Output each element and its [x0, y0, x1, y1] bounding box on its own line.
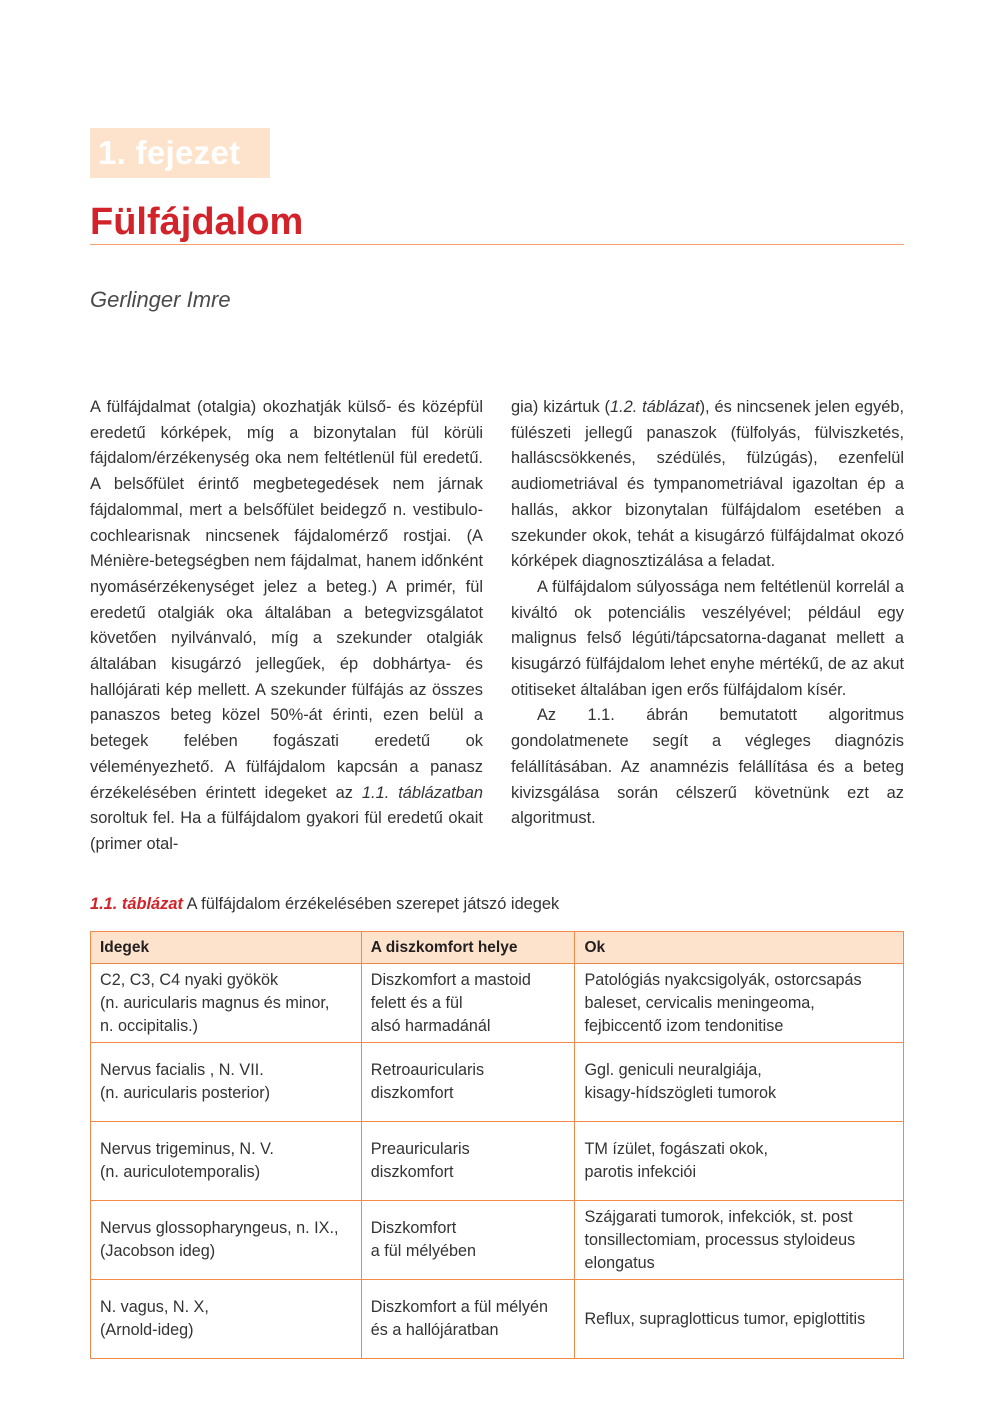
cell-line: Reflux, supraglotticus tumor, epiglottitis [584, 1309, 866, 1328]
chapter-title: Fülfájdalom [90, 201, 304, 243]
cell-line: (Arnold-ideg) [100, 1321, 194, 1339]
table-row [91, 1201, 904, 1280]
chapter-label: 1. fejezet [90, 128, 270, 178]
column-header: Idegek [91, 932, 362, 964]
cell-line: Diszkomfort a fül mélyén [370, 1298, 548, 1316]
cell-line: Retroauricularis [370, 1061, 485, 1079]
table-row [91, 1122, 904, 1201]
title-divider [90, 244, 904, 245]
table-cell [91, 964, 362, 1043]
cell-line: és a hallójáratban [370, 1321, 499, 1339]
cell-line: elongatus [584, 1253, 655, 1272]
cell-line: Nervus facialis , N. VII. [100, 1061, 264, 1079]
nerves-table [90, 931, 904, 1359]
table-cell [575, 1280, 904, 1359]
table-cell [575, 1201, 904, 1280]
cell-line: Ggl. geniculi neuralgiája, [584, 1061, 762, 1079]
cell-line: TM ízület, fogászati okok, [584, 1140, 769, 1158]
left-paragraph-end: soroltuk fel. Ha a fülfájdalom gyakori fül eredetű okait (primer otal- [90, 809, 483, 853]
cell-line: n. occipitalis.) [100, 1016, 199, 1035]
right-paragraph-2: A fülfájdalom súlyossága nem feltétlenül korrelál a kiváltó ok potenciális veszélyével; például egy malignus felső légúti/tápcsatorna-daganat mellett a kisugárzó fülfájdalom lehet enyhe mértékű, de az akut otitiseket általában igen erős fülfájdalom kísér. [511, 577, 904, 699]
cell-line: felett és a fül [370, 993, 463, 1012]
cell-line: Szájgarati tumorok, infekciók, st. post [584, 1207, 853, 1226]
table-caption [90, 892, 559, 916]
body-left-column [90, 395, 483, 858]
table-reference-2: 1.2. táblázat [609, 398, 700, 416]
table-row [91, 964, 904, 1043]
table-body [91, 964, 904, 1359]
cell-line: (Jacobson ideg) [100, 1242, 216, 1260]
table-caption-label: 1.1. táblázat [90, 895, 183, 913]
table-row [91, 1043, 904, 1122]
table-cell [361, 1043, 575, 1122]
cell-line: Nervus trigeminus, N. V. [100, 1140, 274, 1158]
left-paragraph [90, 395, 483, 858]
right-paragraph-1 [511, 395, 904, 575]
table-cell [91, 1280, 362, 1359]
right-p1-start: gia) kizártuk ( [511, 398, 610, 416]
cell-line: kisagy-hídszögleti tumorok [584, 1084, 777, 1102]
cell-line: tonsillectomiam, processus styloideus [584, 1230, 856, 1249]
cell-line: a fül mélyében [370, 1242, 477, 1260]
table-cell [361, 1201, 575, 1280]
table-cell [361, 1280, 575, 1359]
cell-line: parotis infekciói [584, 1163, 697, 1181]
cell-line: Preauricularis [370, 1140, 470, 1158]
cell-line: Patológiás nyakcsigolyák, ostorcsapás [584, 970, 862, 989]
right-p1-end: ), és nincsenek jelen egyéb, fülészeti jellegű panaszok (fülfolyás, fülviszketés, halláscsökkenés, szédülés, fülzúgás), ezenfelül audiometriával és tympanometriával igazoltan ép a hallás, akkor bizonytalan fülfájdalom esetében a szekunder okok, tehát a kisugárzó fülfájdalmat okozó kórképek diagnosztizálása a feladat. [511, 398, 904, 571]
table-cell [91, 1201, 362, 1280]
body-right-column [511, 395, 904, 832]
cell-line: (n. auricularis posterior) [100, 1084, 271, 1102]
left-paragraph-text: A fülfájdalmat (otalgia) okozhatják külső- és középfül eredetű kórképek, míg a bizonytalan fül körüli fájdalom/érzékenység oka nem feltétlenül fül eredetű. A belsőfület érintő megbetegedések nem járnak fájdalommal, mert a belsőfület beidegző n. vestibulo-cochlearisnak nincsenek fájdalomérző rostjai. (A Ménière-betegségben nem fájdalmat, hanem időnként nyomásérzékenységet jelez a beteg.) A primér, fül eredetű otalgiák oka általában a betegvizsgálatot követően nyilvánvaló, míg a szekunder otalgiák általában kisugárzó jellegűek, ép dobhártya- és hallójárati kép mellett. A szekunder fülfájás az összes panaszos beteg közel 50%-át érinti, ezen belül a betegek felében fogászati eredetű ok véleményezhető. A fülfájdalom kapcsán a panasz érzékelésében érintett idegeket az [90, 398, 483, 802]
cell-line: N. vagus, N. X, [100, 1298, 209, 1316]
cell-line: C2, C3, C4 nyaki gyökök [100, 970, 279, 989]
cell-line: (n. auriculotemporalis) [100, 1163, 261, 1181]
table-cell [575, 1122, 904, 1201]
cell-line: (n. auricularis magnus és minor, [100, 993, 330, 1012]
table-cell [91, 1043, 362, 1122]
table-cell [575, 1043, 904, 1122]
cell-line: baleset, cervicalis meningeoma, [584, 993, 815, 1012]
cell-line: fejbiccentő izom tendonitise [584, 1016, 784, 1035]
author-name: Gerlinger Imre [90, 287, 231, 312]
table-caption-text: A fülfájdalom érzékelésében szerepet játszó idegek [182, 895, 560, 913]
table-reference: 1.1. táblázatban [361, 783, 483, 802]
table-row [91, 1280, 904, 1359]
column-header: Ok [575, 932, 904, 964]
table-header-row [91, 932, 904, 964]
cell-line: Diszkomfort [370, 1219, 457, 1237]
table-cell [361, 1122, 575, 1201]
cell-line: Nervus glossopharyngeus, n. IX., [100, 1219, 339, 1237]
table-cell [91, 1122, 362, 1201]
cell-line: diszkomfort [370, 1163, 454, 1181]
right-paragraph-3: Az 1.1. ábrán bemutatott algoritmus gondolatmenete segít a végleges diagnózis felállításában. Az anamnézis felállítása és a beteg kivizsgálása során célszerű követnünk ezt az algoritmust. [511, 706, 904, 828]
cell-line: diszkomfort [370, 1084, 454, 1102]
table-cell [575, 964, 904, 1043]
column-header: A diszkomfort helye [361, 932, 575, 964]
cell-line: alsó harmadánál [370, 1016, 491, 1035]
table-cell [361, 964, 575, 1043]
cell-line: Diszkomfort a mastoid [370, 970, 531, 989]
